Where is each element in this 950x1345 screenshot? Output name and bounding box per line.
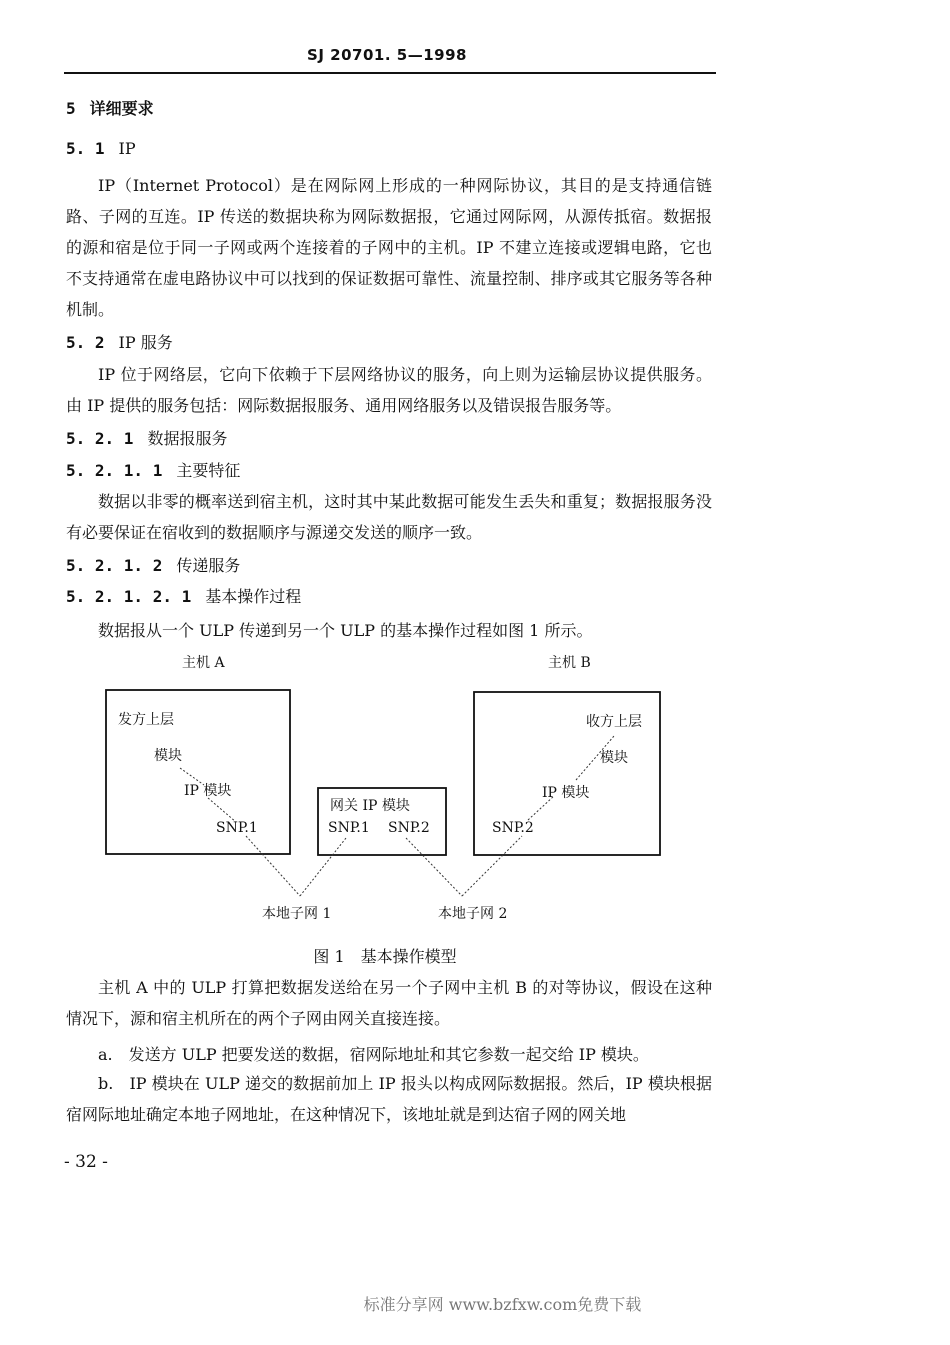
section-title: 数据报服务 bbox=[147, 429, 228, 448]
subnet-1-label: 本地子网 1 bbox=[262, 906, 332, 922]
section-title: 基本操作过程 bbox=[205, 587, 302, 606]
section-5-1-heading bbox=[66, 139, 136, 158]
receiver-module-label: 模块 bbox=[600, 750, 628, 766]
section-title: IP 服务 bbox=[118, 333, 173, 352]
section-title: IP bbox=[118, 139, 136, 158]
section-number: 5 bbox=[66, 99, 76, 118]
sender-upper-label: 发方上层 bbox=[118, 712, 174, 728]
data-path-lines bbox=[180, 736, 614, 896]
paragraph-5-2: IP 位于网络层，它向下依赖于下层网络协议的服务，向上则为运输层协议提供服务。由 IP 提供的服务包括：网际数据报服务、通用网络服务以及错误报告服务等。 bbox=[66, 365, 712, 415]
figure-intro-text: 数据报从一个 ULP 传递到另一个 ULP 的基本操作过程如图 1 所示。 bbox=[98, 621, 593, 640]
paragraph-5-1: IP（Internet Protocol）是在网际网上形成的一种网际协议，其目的是支持通信链路、子网的互连。IP 传送的数据块称为网际数据报，它通过网际网，从源传抵宿。数据报的源和宿是位于同一子网或两个连接着的子网中的主机。IP 不建立连接或逻辑电路，它也不支持通常在虚电路协议中可以找到的保证数据可靠性、流量控制、排序或其它服务等各种机制。 bbox=[66, 176, 712, 319]
section-number: 5. 1 bbox=[66, 139, 105, 158]
section-number: 5. 2 bbox=[66, 333, 105, 352]
paragraph-5-2-1-1: 数据以非零的概率送到宿主机，这时其中某此数据可能发生丢失和重复；数据报服务没有必要保证在宿收到的数据顺序与源递交发送的顺序一致。 bbox=[66, 492, 712, 542]
path-line bbox=[406, 838, 462, 896]
section-number: 5. 2. 1 bbox=[66, 429, 134, 448]
section-5-2-heading bbox=[66, 330, 173, 353]
host-a-label: 主机 A bbox=[182, 655, 225, 671]
section-title: 详细要求 bbox=[89, 99, 154, 118]
path-line bbox=[300, 838, 346, 896]
section-title: 主要特征 bbox=[176, 461, 241, 480]
figure-caption: 图 1 基本操作模型 bbox=[313, 947, 457, 966]
snp1-a-label: SNP.1 bbox=[216, 820, 258, 836]
section-number: 5. 2. 1. 1 bbox=[66, 461, 163, 480]
gateway-title-label: 网关 IP 模块 bbox=[330, 798, 410, 814]
path-line bbox=[246, 836, 300, 896]
sender-module-label: 模块 bbox=[154, 748, 182, 764]
section-number: 5. 2. 1. 2 bbox=[66, 556, 163, 575]
section-title: 传递服务 bbox=[176, 556, 241, 575]
section-5-2-1-2-heading bbox=[66, 553, 240, 576]
list-item-b: b. IP 模块在 ULP 递交的数据前加上 IP 报头以构成网际数据报。然后，IP 模块根据宿网际地址确定本地子网地址，在这种情况下，该地址就是到达宿子网的网关地 bbox=[66, 1074, 712, 1124]
ip-module-b-label: IP 模块 bbox=[542, 785, 590, 801]
subnet-2-label: 本地子网 2 bbox=[438, 906, 508, 922]
gateway-snp2-label: SNP.2 bbox=[388, 820, 430, 836]
section-5-2-1-1-heading bbox=[66, 458, 240, 481]
list-item-a: a. 发送方 ULP 把要发送的数据，宿网际地址和其它参数一起交给 IP 模块。 bbox=[98, 1045, 649, 1064]
snp2-b-label: SNP.2 bbox=[492, 820, 534, 836]
section-number: 5. 2. 1. 2. 1 bbox=[66, 587, 192, 606]
host-b-label: 主机 B bbox=[548, 655, 591, 671]
page-number: - 32 - bbox=[64, 1152, 108, 1172]
header-rule bbox=[64, 72, 716, 74]
section-5-2-1-heading bbox=[66, 426, 227, 449]
section-5-2-1-2-1-heading bbox=[66, 584, 301, 607]
basic-operation-diagram bbox=[0, 640, 950, 940]
document-id-header: SJ 20701. 5—1998 bbox=[307, 46, 467, 64]
paragraph-after-figure: 主机 A 中的 ULP 打算把数据发送给在另一个子网中主机 B 的对等协议，假设在这种情况下，源和宿主机所在的两个子网由网关直接连接。 bbox=[66, 978, 712, 1028]
watermark-text: 标准分享网 www.bzfxw.com免费下载 bbox=[363, 1295, 642, 1314]
ip-module-a-label: IP 模块 bbox=[184, 783, 232, 799]
path-line bbox=[462, 836, 522, 896]
receiver-upper-label: 收方上层 bbox=[586, 714, 642, 730]
section-5-heading bbox=[66, 96, 154, 119]
gateway-snp1-label: SNP.1 bbox=[328, 820, 370, 836]
path-line bbox=[208, 798, 236, 822]
